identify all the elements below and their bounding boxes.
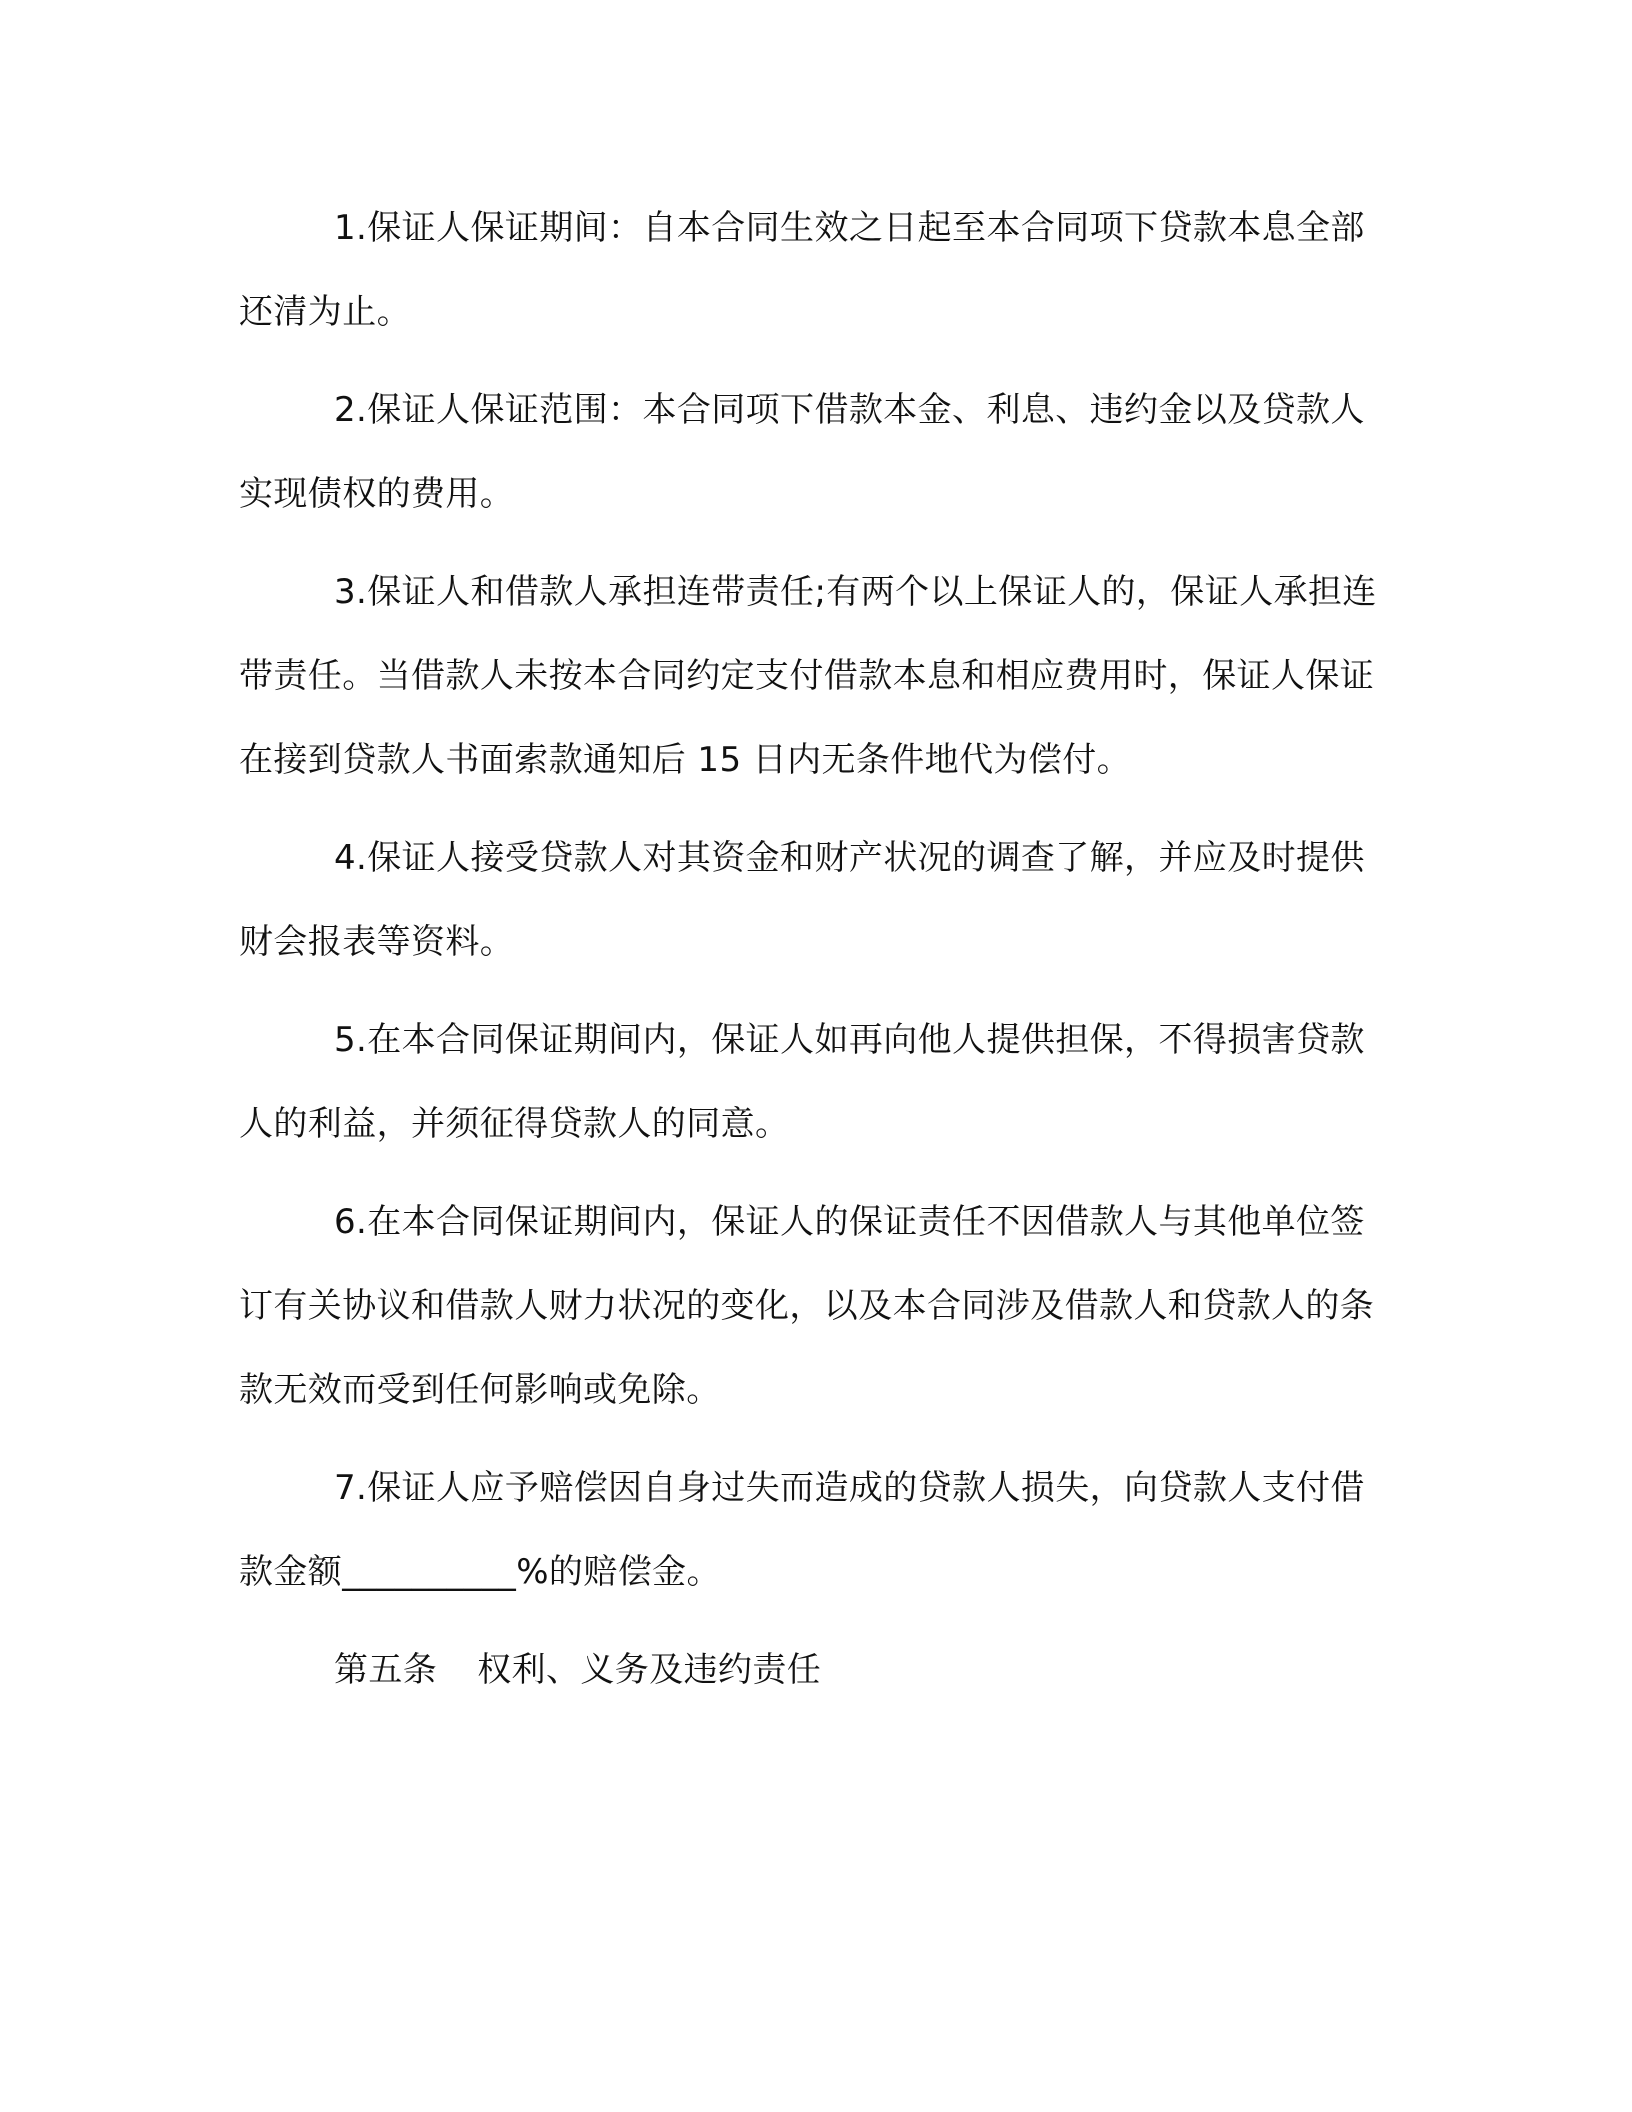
clause-4: 4.保证人接受贷款人对其资金和财产状况的调查了解，并应及时提供财会报表等资料。 [239,838,1365,962]
section-number: 第五条 [334,1650,438,1690]
clause-3: 3.保证人和借款人承担连带责任;有两个以上保证人的，保证人承担连带责任。当借款人未按本合同约定支付借款本息和相应费用时，保证人保证在接到贷款人书面索款通知后 15 日内无条件地代为偿付。 [239,572,1377,780]
section-heading [239,1628,1383,1712]
clause-7: 7.保证人应予赔偿因自身过失而造成的贷款人损失，向贷款人支付借款金额__________%的赔偿金。 [239,1468,1365,1592]
section-title: 权利、义务及违约责任 [477,1650,822,1690]
clause-5: 5.在本合同保证期间内，保证人如再向他人提供担保，不得损害贷款人的利益，并须征得贷款人的同意。 [239,1020,1365,1144]
clause-6: 6.在本合同保证期间内，保证人的保证责任不因借款人与其他单位签订有关协议和借款人财力状况的变化，以及本合同涉及借款人和贷款人的条款无效而受到任何影响或免除。 [239,1202,1375,1410]
clause-1: 1.保证人保证期间：自本合同生效之日起至本合同项下贷款本息全部还清为止。 [239,208,1365,332]
document-body [239,186,1383,1712]
clause-2: 2.保证人保证范围：本合同项下借款本金、利息、违约金以及贷款人实现债权的费用。 [239,390,1365,514]
